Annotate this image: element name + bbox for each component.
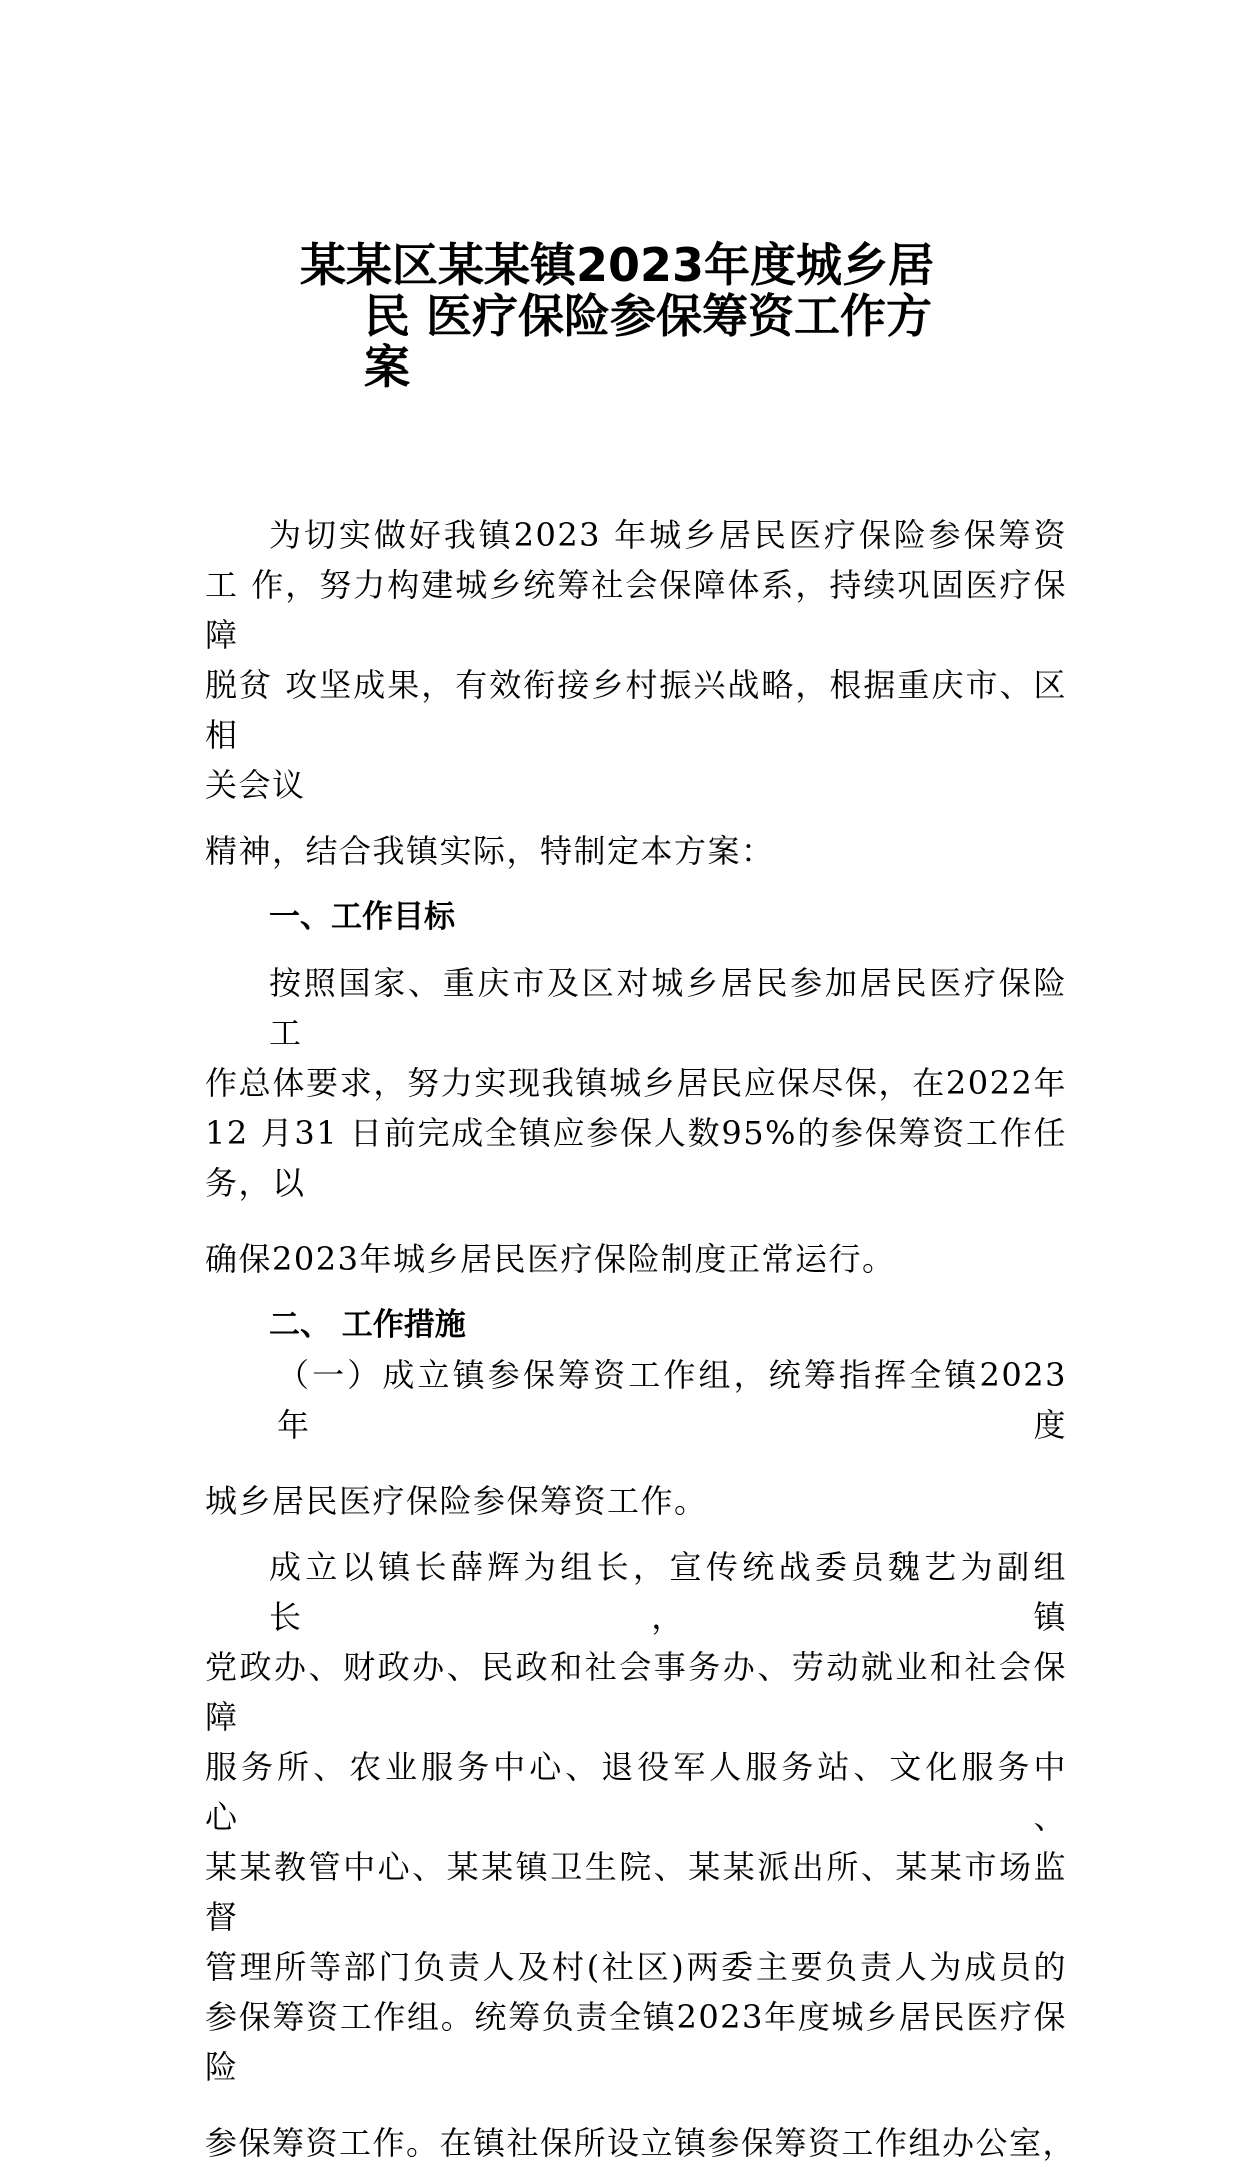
section-1-line-2: 作总体要求，努力实现我镇城乡居民应保尽保，在2022年 [205, 1064, 1067, 1102]
section-2-line-1: 成立以镇长薛辉为组长，宣传统战委员魏艺为副组长，镇 [269, 1548, 1067, 1636]
section-1-line-3: 12 月31 日前完成全镇应参保人数95%的参保筹资工作任 [205, 1114, 1067, 1152]
title-line-3: 案 [364, 340, 410, 394]
section-1-line-4: 务，以 [205, 1164, 306, 1202]
intro-paragraph [205, 510, 1067, 810]
section-2-heading: 二、 工作措施 [269, 1307, 466, 1343]
section-2-sub1-continuation-line: 城乡居民医疗保险参保筹资工作。 [205, 1482, 708, 1520]
document-title [300, 240, 940, 393]
section-2-line-2: 党政办、财政办、民政和社会事务办、劳动就业和社会保障 [205, 1648, 1067, 1736]
intro-line-2: 工 作，努力构建城乡统筹社会保障体系，持续巩固医疗保障 [205, 566, 1067, 654]
section-2-continuation-line: 参保筹资工作。在镇社保所设立镇参保筹资工作组办公室， [205, 2124, 1077, 2162]
title-line-2: 民 医疗保险参保筹资工作方 [364, 289, 933, 343]
section-1-continuation [205, 1234, 1067, 1284]
section-1-heading: 一、工作目标 [269, 899, 455, 935]
intro-continuation-line: 精神，结合我镇实际，特制定本方案： [205, 832, 775, 870]
section-2-line-4: 某某教管中心、某某镇卫生院、某某派出所、某某市场监督 [205, 1848, 1067, 1936]
section-1-paragraph [205, 958, 1067, 1208]
section-2-sub1-line: （一）成立镇参保筹资工作组，统筹指挥全镇2023年度 [277, 1356, 1067, 1444]
intro-line-1: 为切实做好我镇2023 年城乡居民医疗保险参保筹资 [269, 516, 1067, 554]
section-2-sub1-continuation [205, 1476, 1067, 1526]
section-1-line-1: 按照国家、重庆市及区对城乡居民参加居民医疗保险工 [269, 964, 1067, 1052]
section-2-line-3: 服务所、农业服务中心、退役军人服务站、文化服务中心、 [205, 1748, 1067, 1836]
intro-line-4: 关会议 [205, 766, 306, 804]
title-line-1: 某某区某某镇2023年度城乡居 [300, 238, 935, 292]
section-2-paragraph [205, 1542, 1067, 2092]
section-2-line-6: 参保筹资工作组。统筹负责全镇2023年度城乡居民医疗保 [205, 1998, 1067, 2036]
section-2-continuation [205, 2118, 1077, 2168]
section-2-sub1 [205, 1350, 1067, 1450]
section-1-continuation-line: 确保2023年城乡居民医疗保险制度正常运行。 [205, 1240, 896, 1278]
section-2-line-5: 管理所等部门负责人及村(社区)两委主要负责人为成员的 [205, 1948, 1067, 1986]
section-2-line-7: 险 [205, 2048, 239, 2086]
intro-continuation [205, 826, 1067, 876]
document-body [205, 510, 1077, 2168]
intro-line-3: 脱贫 攻坚成果，有效衔接乡村振兴战略，根据重庆市、区相 [205, 666, 1067, 754]
